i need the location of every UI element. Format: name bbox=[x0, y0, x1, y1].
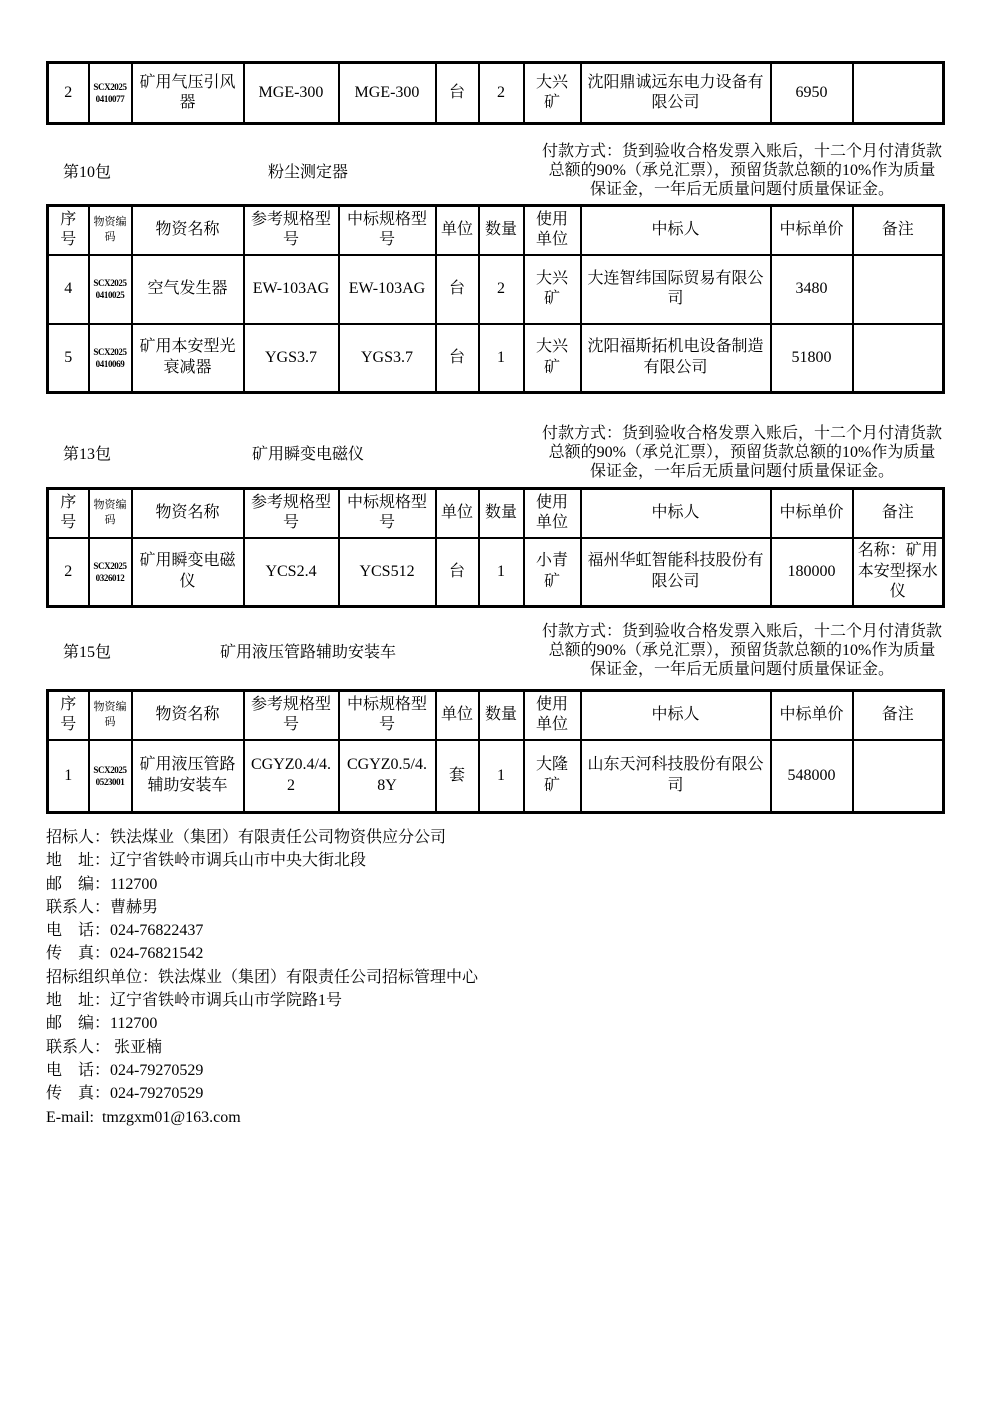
package-table-15 bbox=[46, 689, 945, 814]
contact-line-fax: 传 真：024-76821542 bbox=[46, 945, 204, 963]
table-cell: YCS512 bbox=[339, 538, 436, 607]
table-cell: YGS3.7 bbox=[339, 324, 436, 393]
header-row bbox=[48, 206, 944, 255]
contact-line-contact-person-2: 联系人： 张亚楠 bbox=[46, 1038, 163, 1056]
table-cell: EW-103AG bbox=[339, 255, 436, 324]
contact-line-address-2: 地 址：辽宁省铁岭市调兵山市学院路1号 bbox=[46, 992, 343, 1010]
table-row bbox=[48, 63, 944, 124]
column-header: 中标单价 bbox=[771, 206, 853, 255]
column-header: 使用单位 bbox=[524, 691, 581, 740]
package-section-13 bbox=[46, 420, 942, 484]
material-code-cell: SCX2025 0410069 bbox=[89, 324, 132, 393]
table-cell: 台 bbox=[436, 538, 479, 607]
column-header: 中标人 bbox=[581, 206, 771, 255]
table-cell: 大兴矿 bbox=[524, 255, 581, 324]
column-header: 物资名称 bbox=[132, 489, 244, 538]
column-header: 备注 bbox=[853, 489, 944, 538]
table-cell: 5 bbox=[48, 324, 89, 393]
column-header: 物资名称 bbox=[132, 206, 244, 255]
table-cell: EW-103AG bbox=[244, 255, 339, 324]
contact-line-fax-2: 传 真：024-79270529 bbox=[46, 1085, 204, 1103]
header-row bbox=[48, 489, 944, 538]
column-header: 序号 bbox=[48, 206, 89, 255]
package-number: 第13包 bbox=[63, 445, 112, 463]
table-cell: 3480 bbox=[771, 255, 853, 324]
column-header: 单位 bbox=[436, 691, 479, 740]
payment-terms: 付款方式：货到验收合格发票入账后，十二个月付清货款总额的90%（承兑汇票），预留货款总额的10%作为质量保证金，一年后无质量问题付质量保证金。 bbox=[542, 424, 943, 480]
table-cell: 4 bbox=[48, 255, 89, 324]
table-cell: YGS3.7 bbox=[244, 324, 339, 393]
table-cell: 2 bbox=[479, 63, 524, 124]
column-header: 序号 bbox=[48, 489, 89, 538]
table-cell: 180000 bbox=[771, 538, 853, 607]
table-cell: MGE-300 bbox=[244, 63, 339, 124]
table-cell: 沈阳福斯拓机电设备制造有限公司 bbox=[581, 324, 771, 393]
contact-line-phone-2: 电 话：024-79270529 bbox=[46, 1061, 204, 1079]
table-cell: 矿用本安型光衰减器 bbox=[132, 324, 244, 393]
column-header: 中标单价 bbox=[771, 691, 853, 740]
table-cell: 矿用瞬变电磁仪 bbox=[132, 538, 244, 607]
column-header: 单位 bbox=[436, 206, 479, 255]
table-cell: 6950 bbox=[771, 63, 853, 124]
column-header: 数量 bbox=[479, 691, 524, 740]
table-cell: 2 bbox=[48, 538, 89, 607]
column-header: 数量 bbox=[479, 489, 524, 538]
column-header: 参考规格型号 bbox=[244, 691, 339, 740]
column-header: 使用单位 bbox=[524, 206, 581, 255]
payment-terms: 付款方式：货到验收合格发票入账后，十二个月付清货款总额的90%（承兑汇票），预留货款总额的10%作为质量保证金，一年后无质量问题付质量保证金。 bbox=[542, 622, 943, 678]
table-cell: YCS2.4 bbox=[244, 538, 339, 607]
package-name: 矿用液压管路辅助安装车 bbox=[219, 643, 396, 661]
table-cell: 2 bbox=[479, 255, 524, 324]
table-cell bbox=[853, 740, 944, 813]
contact-line-phone: 电 话：024-76822437 bbox=[46, 922, 204, 940]
column-header: 备注 bbox=[853, 206, 944, 255]
table-cell bbox=[853, 255, 944, 324]
contact-line-postcode-2: 邮 编：112700 bbox=[46, 1015, 158, 1033]
column-header: 中标规格型号 bbox=[339, 206, 436, 255]
table-cell: 大兴矿 bbox=[524, 324, 581, 393]
table-cell: 台 bbox=[436, 324, 479, 393]
material-code-cell: SCX2025 0410077 bbox=[89, 63, 132, 124]
contact-line-address: 地 址：辽宁省铁岭市调兵山市中央大街北段 bbox=[46, 852, 367, 870]
column-header: 数量 bbox=[479, 206, 524, 255]
table-cell: CGYZ0.4/4.2 bbox=[244, 740, 339, 813]
package-section-10 bbox=[46, 138, 942, 202]
contact-line-organizer: 招标组织单位：铁法煤业（集团）有限责任公司招标管理中心 bbox=[46, 968, 479, 986]
column-header: 参考规格型号 bbox=[244, 489, 339, 538]
material-code-cell: SCX2025 0410025 bbox=[89, 255, 132, 324]
contact-line-postcode: 邮 编：112700 bbox=[46, 875, 158, 893]
column-header: 物资编码 bbox=[89, 489, 132, 538]
table-cell: 名称：矿用本安型探水仪 bbox=[853, 538, 944, 607]
contact-block bbox=[46, 826, 942, 1129]
table-cell: 1 bbox=[479, 324, 524, 393]
header-row bbox=[48, 691, 944, 740]
column-header: 中标人 bbox=[581, 489, 771, 538]
column-header: 备注 bbox=[853, 691, 944, 740]
column-header: 参考规格型号 bbox=[244, 206, 339, 255]
material-code-cell: SCX2025 0326012 bbox=[89, 538, 132, 607]
table-cell: 大隆矿 bbox=[524, 740, 581, 813]
carryover-table bbox=[46, 61, 945, 125]
table-cell bbox=[853, 324, 944, 393]
contact-line-email: E-mail: tmzgxm01@163.com bbox=[46, 1108, 241, 1126]
package-number: 第10包 bbox=[63, 163, 112, 181]
column-header: 中标规格型号 bbox=[339, 691, 436, 740]
table-cell: 548000 bbox=[771, 740, 853, 813]
package-name: 粉尘测定器 bbox=[267, 163, 348, 181]
table-cell: 山东天河科技股份有限公司 bbox=[581, 740, 771, 813]
contact-line-contact-person: 联系人：曹赫男 bbox=[46, 898, 159, 916]
payment-terms: 付款方式：货到验收合格发票入账后，十二个月付清货款总额的90%（承兑汇票），预留货款总额的10%作为质量保证金，一年后无质量问题付质量保证金。 bbox=[542, 142, 943, 198]
package-name: 矿用瞬变电磁仪 bbox=[251, 445, 364, 463]
table-row bbox=[48, 538, 944, 607]
column-header: 中标单价 bbox=[771, 489, 853, 538]
package-table-10 bbox=[46, 204, 945, 394]
table-cell: 矿用气压引风器 bbox=[132, 63, 244, 124]
column-header: 序号 bbox=[48, 691, 89, 740]
column-header: 中标规格型号 bbox=[339, 489, 436, 538]
material-code-cell: SCX2025 0523001 bbox=[89, 740, 132, 813]
contact-line-tenderer: 招标人：铁法煤业（集团）有限责任公司物资供应分公司 bbox=[46, 829, 447, 846]
table-row bbox=[48, 740, 944, 813]
column-header: 物资名称 bbox=[132, 691, 244, 740]
table-cell: CGYZ0.5/4.8Y bbox=[339, 740, 436, 813]
package-number: 第15包 bbox=[63, 643, 112, 661]
table-cell: 台 bbox=[436, 255, 479, 324]
table-cell: 台 bbox=[436, 63, 479, 124]
table-row bbox=[48, 324, 944, 393]
table-cell: 1 bbox=[479, 538, 524, 607]
package-table-13 bbox=[46, 487, 945, 608]
table-cell: MGE-300 bbox=[339, 63, 436, 124]
column-header: 物资编码 bbox=[89, 691, 132, 740]
table-cell: 51800 bbox=[771, 324, 853, 393]
table-row bbox=[48, 255, 944, 324]
table-cell: 沈阳鼎诚远东电力设备有限公司 bbox=[581, 63, 771, 124]
column-header: 单位 bbox=[436, 489, 479, 538]
column-header: 使用单位 bbox=[524, 489, 581, 538]
package-section-15 bbox=[46, 618, 942, 682]
table-cell: 2 bbox=[48, 63, 89, 124]
table-cell: 1 bbox=[48, 740, 89, 813]
column-header: 物资编码 bbox=[89, 206, 132, 255]
table-cell: 福州华虹智能科技股份有限公司 bbox=[581, 538, 771, 607]
table-cell: 矿用液压管路辅助安装车 bbox=[132, 740, 244, 813]
table-cell: 大连智纬国际贸易有限公司 bbox=[581, 255, 771, 324]
table-cell: 大兴矿 bbox=[524, 63, 581, 124]
column-header: 中标人 bbox=[581, 691, 771, 740]
table-cell: 1 bbox=[479, 740, 524, 813]
table-cell bbox=[853, 63, 944, 124]
table-cell: 小青矿 bbox=[524, 538, 581, 607]
table-cell: 套 bbox=[436, 740, 479, 813]
table-cell: 空气发生器 bbox=[132, 255, 244, 324]
